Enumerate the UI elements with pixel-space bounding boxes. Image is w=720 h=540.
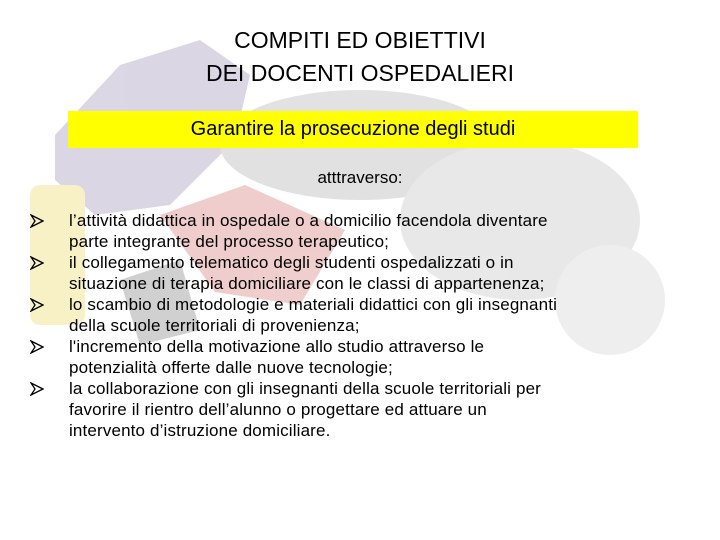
list-item-text-line: favorire il rientro dell’alunno o progettare ed attuare un — [69, 400, 487, 419]
banner-text: Garantire la prosecuzione degli studi — [190, 118, 516, 140]
slide-title-line-1: COMPITI ED OBIETTIVI — [234, 27, 486, 53]
list-item-text-line: l'incremento della motivazione allo studio attraverso le — [69, 337, 485, 356]
list-item-text-line: parte integrante del processo terapeutico; — [69, 232, 390, 251]
list-item — [30, 210, 710, 252]
list-item-text-line: la collaborazione con gli insegnanti della scuole territoriali per — [69, 379, 541, 398]
list-item-text-line: lo scambio di metodologie e materiali didattici con gli insegnanti — [69, 295, 558, 314]
list-item-text-line: situazione di terapia domiciliare con le classi di appartenenza; — [69, 274, 545, 293]
arrowhead-bullet-icon — [30, 340, 44, 354]
list-item — [30, 378, 710, 441]
arrowhead-bullet-icon — [30, 256, 44, 270]
slide-title — [0, 24, 720, 90]
highlight-banner — [68, 111, 638, 148]
arrowhead-bullet-icon — [30, 382, 44, 396]
list-item-text-line: intervento d’istruzione domiciliare. — [69, 421, 331, 440]
list-item — [30, 336, 710, 378]
list-item — [30, 294, 710, 336]
arrowhead-bullet-icon — [30, 214, 44, 228]
list-item-text-line: della scuole territoriali di provenienza; — [69, 316, 360, 335]
list-item — [30, 252, 710, 294]
objectives-list — [30, 210, 710, 441]
list-item-text-line: l’attività didattica in ospedale o a domicilio facendola diventare — [69, 211, 548, 230]
list-item-text-line: potenzialità offerte dalle nuove tecnologie; — [69, 358, 393, 377]
list-item-text-line: il collegamento telematico degli studenti ospedalizzati o in — [69, 253, 514, 272]
arrowhead-bullet-icon — [30, 298, 44, 312]
subheading: atttraverso: — [317, 168, 403, 187]
slide-title-line-2: DEI DOCENTI OSPEDALIERI — [205, 60, 514, 86]
